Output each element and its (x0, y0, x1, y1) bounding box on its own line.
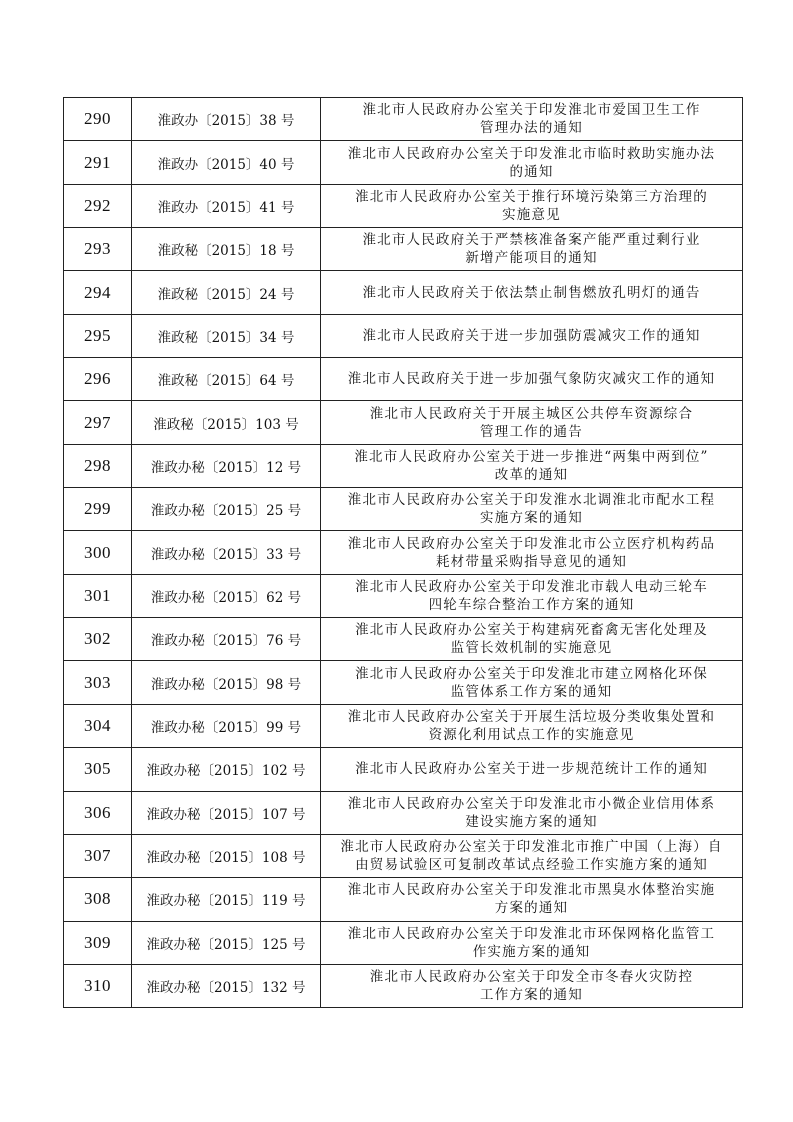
table-row (64, 488, 743, 531)
title-line: 实施意见 (502, 206, 561, 223)
document-title (321, 921, 743, 964)
title-line: 方案的通知 (494, 900, 569, 917)
table-row (64, 834, 743, 877)
document-title (321, 488, 743, 531)
title-line: 淮北市人民政府办公室关于印发淮北市公立医疗机构药品 (347, 535, 716, 552)
title-line: 淮北市人民政府办公室关于印发淮北市载人电动三轮车 (355, 578, 708, 595)
document-number: 淮政办秘〔2015〕102 号 (132, 748, 321, 791)
document-number: 淮政办秘〔2015〕125 号 (132, 921, 321, 964)
document-title (321, 444, 743, 487)
title-line: 淮北市人民政府办公室关于进一步推进“两集中两到位” (354, 448, 709, 465)
document-title (321, 748, 743, 791)
document-title (321, 531, 743, 574)
title-line: 新增产能项目的通知 (465, 250, 598, 267)
document-title (321, 98, 743, 141)
row-number: 305 (64, 748, 132, 791)
row-number: 302 (64, 618, 132, 661)
table-row (64, 401, 743, 444)
row-number: 298 (64, 444, 132, 487)
table-row (64, 964, 743, 1007)
table-row (64, 921, 743, 964)
title-line: 由贸易试验区可复制改革试点经验工作实施方案的通知 (355, 857, 708, 874)
table-row (64, 98, 743, 141)
table-row (64, 228, 743, 271)
document-title (321, 791, 743, 834)
title-line: 淮北市人民政府关于严禁核准备案产能严重过剩行业 (362, 232, 701, 249)
title-line: 淮北市人民政府办公室关于印发淮北市黑臭水体整治实施 (347, 882, 716, 899)
table-row (64, 358, 743, 401)
table-row (64, 748, 743, 791)
table-row (64, 791, 743, 834)
row-number: 290 (64, 98, 132, 141)
title-line: 的通知 (509, 163, 554, 180)
row-number: 297 (64, 401, 132, 444)
document-number: 淮政办秘〔2015〕62 号 (132, 574, 321, 617)
document-title (321, 704, 743, 747)
table-row (64, 314, 743, 357)
row-number: 308 (64, 878, 132, 921)
document-title (321, 314, 743, 357)
document-number: 淮政办〔2015〕41 号 (132, 184, 321, 227)
title-line: 耗材带量采购指导意见的通知 (435, 553, 628, 570)
document-title (321, 401, 743, 444)
document-number: 淮政办〔2015〕38 号 (132, 98, 321, 141)
title-line: 淮北市人民政府办公室关于构建病死畜禽无害化处理及 (355, 622, 708, 639)
table-row (64, 444, 743, 487)
title-line: 淮北市人民政府关于进一步加强防震减灾工作的通知 (362, 327, 701, 344)
title-line: 淮北市人民政府办公室关于进一步规范统计工作的通知 (355, 761, 708, 778)
title-line: 淮北市人民政府关于开展主城区公共停车资源综合 (369, 405, 694, 422)
document-title (321, 228, 743, 271)
title-line: 管理办法的通知 (480, 120, 583, 137)
document-title (321, 574, 743, 617)
document-number: 淮政办秘〔2015〕76 号 (132, 618, 321, 661)
document-title (321, 271, 743, 314)
table-row (64, 574, 743, 617)
title-line: 建设实施方案的通知 (465, 813, 598, 830)
title-line: 作实施方案的通知 (472, 943, 591, 960)
title-line: 资源化利用试点工作的实施意见 (428, 726, 635, 743)
document-title (321, 834, 743, 877)
document-number: 淮政办秘〔2015〕12 号 (132, 444, 321, 487)
row-number: 294 (64, 271, 132, 314)
table-row (64, 531, 743, 574)
title-line: 淮北市人民政府办公室关于推行环境污染第三方治理的 (355, 188, 708, 205)
document-number: 淮政办〔2015〕40 号 (132, 141, 321, 184)
table-row (64, 704, 743, 747)
document-number: 淮政秘〔2015〕103 号 (132, 401, 321, 444)
document-number: 淮政办秘〔2015〕107 号 (132, 791, 321, 834)
row-number: 307 (64, 834, 132, 877)
document-number: 淮政办秘〔2015〕132 号 (132, 964, 321, 1007)
title-line: 实施方案的通知 (480, 510, 583, 527)
row-number: 292 (64, 184, 132, 227)
title-line: 监管长效机制的实施意见 (450, 640, 613, 657)
document-list-table (63, 97, 743, 1008)
row-number: 310 (64, 964, 132, 1007)
row-number: 296 (64, 358, 132, 401)
document-number: 淮政办秘〔2015〕98 号 (132, 661, 321, 704)
document-number: 淮政秘〔2015〕34 号 (132, 314, 321, 357)
row-number: 293 (64, 228, 132, 271)
row-number: 309 (64, 921, 132, 964)
document-title (321, 661, 743, 704)
table-row (64, 141, 743, 184)
title-line: 淮北市人民政府办公室关于印发淮北市建立网格化环保 (355, 665, 708, 682)
document-number: 淮政秘〔2015〕18 号 (132, 228, 321, 271)
title-line: 淮北市人民政府办公室关于印发淮北市临时救助实施办法 (347, 145, 716, 162)
document-number: 淮政办秘〔2015〕99 号 (132, 704, 321, 747)
title-line: 淮北市人民政府办公室关于印发淮水北调淮北市配水工程 (347, 492, 716, 509)
title-line: 监管体系工作方案的通知 (450, 683, 613, 700)
row-number: 306 (64, 791, 132, 834)
document-title (321, 964, 743, 1007)
document-number: 淮政办秘〔2015〕33 号 (132, 531, 321, 574)
document-number: 淮政秘〔2015〕24 号 (132, 271, 321, 314)
title-line: 淮北市人民政府办公室关于印发淮北市小微企业信用体系 (347, 795, 716, 812)
title-line: 管理工作的通告 (480, 423, 583, 440)
row-number: 304 (64, 704, 132, 747)
title-line: 四轮车综合整治工作方案的通知 (428, 596, 635, 613)
row-number: 291 (64, 141, 132, 184)
document-number: 淮政秘〔2015〕64 号 (132, 358, 321, 401)
title-line: 淮北市人民政府办公室关于印发淮北市环保网格化监管工 (347, 925, 716, 942)
title-line: 淮北市人民政府办公室关于开展生活垃圾分类收集处置和 (347, 708, 716, 725)
document-title (321, 878, 743, 921)
title-line: 淮北市人民政府办公室关于印发淮北市推广中国（上海）自 (340, 839, 723, 856)
table-row (64, 878, 743, 921)
row-number: 295 (64, 314, 132, 357)
row-number: 303 (64, 661, 132, 704)
title-line: 淮北市人民政府办公室关于印发淮北市爱国卫生工作 (362, 102, 701, 119)
title-line: 淮北市人民政府关于依法禁止制售燃放孔明灯的通告 (362, 284, 701, 301)
row-number: 299 (64, 488, 132, 531)
table-row (64, 661, 743, 704)
row-number: 300 (64, 531, 132, 574)
title-line: 淮北市人民政府办公室关于印发全市冬春火灾防控 (369, 969, 694, 986)
document-title (321, 358, 743, 401)
row-number: 301 (64, 574, 132, 617)
document-list-body (64, 98, 743, 1008)
document-number: 淮政办秘〔2015〕119 号 (132, 878, 321, 921)
table-row (64, 271, 743, 314)
document-title (321, 618, 743, 661)
document-number: 淮政办秘〔2015〕108 号 (132, 834, 321, 877)
document-title (321, 184, 743, 227)
title-line: 改革的通知 (494, 466, 569, 483)
table-row (64, 184, 743, 227)
title-line: 淮北市人民政府关于进一步加强气象防灾减灾工作的通知 (347, 371, 716, 388)
title-line: 工作方案的通知 (480, 987, 583, 1004)
document-title (321, 141, 743, 184)
table-row (64, 618, 743, 661)
document-number: 淮政办秘〔2015〕25 号 (132, 488, 321, 531)
